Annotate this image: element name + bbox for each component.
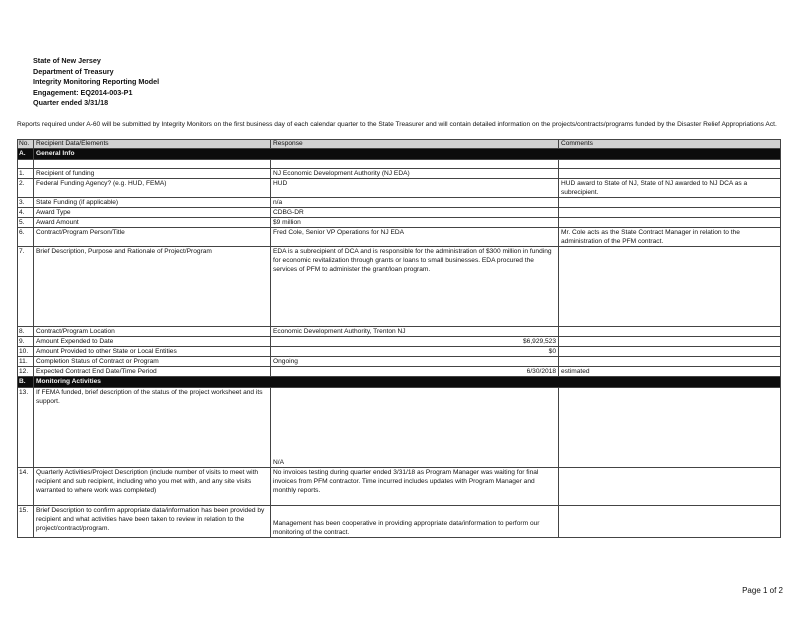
row-no: 2. [18,179,34,198]
section-b-row [18,377,781,388]
row-response: Fred Cole, Senior VP Operations for NJ EDA [271,228,559,247]
table-row [18,337,781,347]
row-response: EDA is a subrecipient of DCA and is responsible for the administration of $300 million in funding for economic revitalization through grants or loans to small businesses. EDA procured the services of PFM to administer the grant/loan program. [271,247,559,327]
table-row [18,179,781,198]
table-row [18,228,781,247]
row-response: HUD [271,179,559,198]
table-row [18,506,781,538]
row-element: Amount Provided to other State or Local Entities [34,347,271,357]
table-row [18,247,781,327]
section-b-letter: B. [18,377,34,388]
row-element: Contract/Program Person/Title [34,228,271,247]
row-no: 9. [18,337,34,347]
row-element: State Funding (if applicable) [34,198,271,208]
row-no: 4. [18,208,34,218]
row-comment: Mr. Cole acts as the State Contract Manager in relation to the administration of the PFM contract. [559,228,781,247]
row-no: 13. [18,388,34,468]
row-no: 11. [18,357,34,367]
row-no: 15. [18,506,34,538]
table-row [18,198,781,208]
section-b-title: Monitoring Activities [34,377,781,388]
col-header-comments: Comments [559,140,781,149]
row-element: If FEMA funded, brief description of the status of the project worksheet and its support. [34,388,271,468]
table-row [18,388,781,468]
row-response: Management has been cooperative in providing appropriate data/information to perform our monitoring of the contract. [271,506,559,538]
row-comment [559,506,781,538]
row-no: 10. [18,347,34,357]
section-a-row [18,149,781,160]
row-element: Award Type [34,208,271,218]
header-department: Department of Treasury [33,66,114,76]
row-response: NJ Economic Development Authority (NJ EDA) [271,169,559,179]
row-element: Federal Funding Agency? (e.g. HUD, FEMA) [34,179,271,198]
row-response: CDBG-DR [271,208,559,218]
row-no: 3. [18,198,34,208]
row-comment [559,347,781,357]
section-a-title: General Info [34,149,781,160]
row-response: 6/30/2018 [271,367,559,377]
page-number: Page 1 of 2 [742,586,783,595]
row-no: 6. [18,228,34,247]
row-response: $0 [271,347,559,357]
row-response: n/a [271,198,559,208]
row-response: No invoices testing during quarter ended 3/31/18 as Program Manager was waiting for final invoices from PFM contractor. Time incurred includes updates with Program Manager and monthly reports. [271,468,559,506]
row-no: 7. [18,247,34,327]
row-element: Contract/Program Location [34,327,271,337]
row-response: $9 million [271,218,559,228]
row-element: Brief Description, Purpose and Rationale of Project/Program [34,247,271,327]
intro-paragraph: Reports required under A-60 will be submitted by Integrity Monitors on the first business day of each calendar quarter to the State Treasurer and will contain detailed information on the projects/contracts/programs funded by the Disaster Relief Appropriations Act. [17,121,777,128]
col-header-element: Recipient Data/Elements [34,140,271,149]
row-element: Quarterly Activities/Project Description (include number of visits to meet with recipient and sub recipient, including who you met with, and any site visits warranted to where work was completed) [34,468,271,506]
table-row [18,357,781,367]
row-element: Brief Description to confirm appropriate data/information has been provided by recipient and what activities have been taken to review in relation to the project/contract/program. [34,506,271,538]
header-quarter: Quarter ended 3/31/18 [33,98,109,107]
row-element: Completion Status of Contract or Program [34,357,271,367]
row-comment [559,327,781,337]
row-comment [559,388,781,468]
row-element: Amount Expended to Date [34,337,271,347]
row-comment [559,337,781,347]
table-row [18,468,781,506]
table-row [18,218,781,228]
col-header-response: Response [271,140,559,149]
header-model: Integrity Monitoring Reporting Model [33,77,160,86]
row-comment [559,198,781,208]
row-element: Award Amount [34,218,271,228]
report-table [17,139,781,538]
row-comment [559,357,781,367]
document-header [33,56,159,109]
row-no: 1. [18,169,34,179]
table-header-row [18,140,781,149]
row-no: 14. [18,468,34,506]
table-row [18,327,781,337]
row-comment [559,218,781,228]
col-header-no: No. [18,140,34,149]
table-row [18,160,781,169]
row-no: 8. [18,327,34,337]
row-response: Ongoing [271,357,559,367]
row-response: N/A [271,388,559,468]
row-comment [559,169,781,179]
table-row [18,169,781,179]
header-engagement: Engagement: EQ2014-003-P1 [33,87,133,97]
row-response: Economic Development Authority, Trenton NJ [271,327,559,337]
section-a-letter: A. [18,149,34,160]
row-element: Recipient of funding [34,169,271,179]
header-state: State of New Jersey [33,56,101,65]
row-comment [559,247,781,327]
row-comment: HUD award to State of NJ, State of NJ awarded to NJ DCA as a subrecipient. [559,179,781,198]
row-comment [559,208,781,218]
row-comment [559,468,781,506]
table-row [18,367,781,377]
row-no: 12. [18,367,34,377]
table-row [18,208,781,218]
row-no: 5. [18,218,34,228]
row-element: Expected Contract End Date/Time Period [34,367,271,377]
row-comment: estimated [559,367,781,377]
table-row [18,347,781,357]
row-response: $6,929,523 [271,337,559,347]
